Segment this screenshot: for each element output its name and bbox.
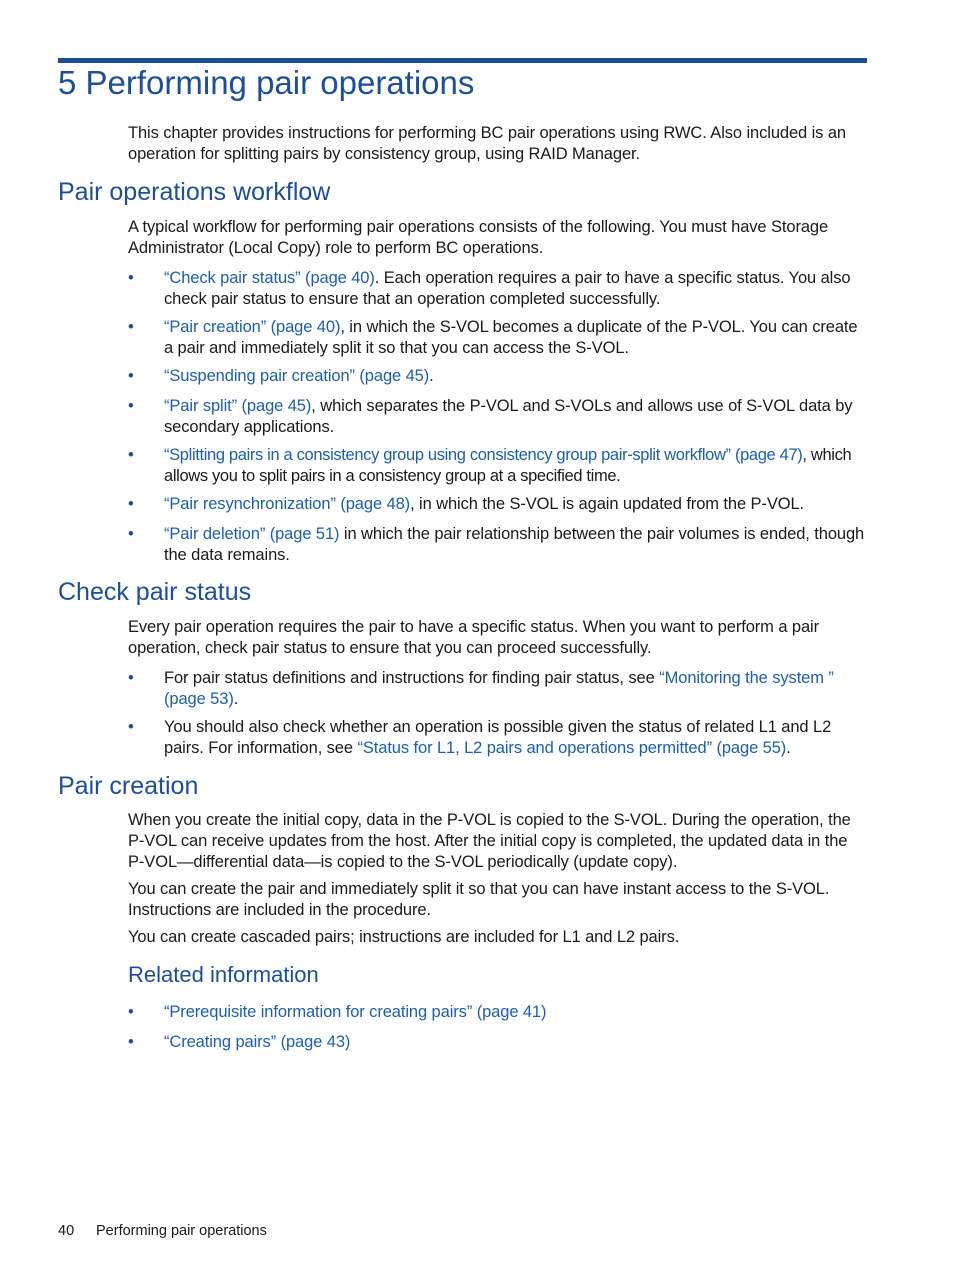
bullet-icon: • xyxy=(128,397,134,415)
bullet-icon: • xyxy=(128,446,134,464)
chapter-rule xyxy=(58,58,867,63)
bullet-icon: • xyxy=(128,495,134,513)
list-item-text: , which separates the P-VOL and S-VOLs and allows use of S-VOL data by secondary applications. xyxy=(164,397,853,436)
monitoring-system-link[interactable]: “Monitoring the system ” (page 53) xyxy=(164,669,834,708)
section-heading-check-status: Check pair status xyxy=(58,578,252,606)
workflow-intro: A typical workflow for performing pair operations consists of the following. You must have Storage Administrator (Local Copy) role to perform BC operations. xyxy=(128,218,829,257)
section-heading-workflow: Pair operations workflow xyxy=(58,178,331,206)
list-item-text: , in which the S-VOL becomes a duplicate of the P-VOL. You can create a pair and immediately split it so that you can access the S-VOL. xyxy=(164,318,858,357)
list-item-text: For pair status definitions and instructions for finding pair status, see xyxy=(164,669,660,687)
prerequisite-info-link[interactable]: “Prerequisite information for creating pairs” (page 41) xyxy=(164,1003,547,1021)
section-heading-pair-creation: Pair creation xyxy=(58,772,199,800)
related-information-heading: Related information xyxy=(128,962,319,987)
bullet-icon: • xyxy=(128,525,134,543)
consistency-group-split-link[interactable]: “Splitting pairs in a consistency group using consistency group pair-split workflow” (page 47) xyxy=(164,446,803,464)
pair-creation-link[interactable]: “Pair creation” (page 40) xyxy=(164,318,341,336)
bullet-icon: • xyxy=(128,669,134,687)
pair-creation-paragraph: When you create the initial copy, data in the P-VOL is copied to the S-VOL. During the operation, the P-VOL can receive updates from the host. After the initial copy is completed, the updated data in the P-VOL—differential data—is copied to the S-VOL periodically (update copy). xyxy=(128,811,851,871)
pair-deletion-link[interactable]: “Pair deletion” (page 51) xyxy=(164,525,340,543)
pair-creation-paragraph: You can create cascaded pairs; instructions are included for L1 and L2 pairs. xyxy=(128,928,680,946)
chapter-title: 5 Performing pair operations xyxy=(58,64,475,101)
suspending-pair-creation-link[interactable]: “Suspending pair creation” (page 45) xyxy=(164,367,430,385)
list-item-text: . xyxy=(233,690,239,708)
pair-split-link[interactable]: “Pair split” (page 45) xyxy=(164,397,312,415)
creating-pairs-link[interactable]: “Creating pairs” (page 43) xyxy=(164,1033,351,1051)
bullet-icon: • xyxy=(128,269,134,287)
list-item-text: in which the pair relationship between the pair volumes is ended, though the data remains. xyxy=(164,525,865,564)
list-item-text: . Each operation requires a pair to have a specific status. You also check pair status to ensure that an operation completed successfully. xyxy=(164,269,851,308)
bullet-icon: • xyxy=(128,367,134,385)
footer-label: Performing pair operations xyxy=(96,1223,267,1239)
list-item-text: . xyxy=(786,739,791,757)
list-item-text: You should also check whether an operation is possible given the status of related L1 and L2 pairs. For information, see xyxy=(164,718,832,757)
list-item-text: , in which the S-VOL is again updated from the P-VOL. xyxy=(410,495,805,513)
bullet-icon: • xyxy=(128,318,134,336)
pair-resynchronization-link[interactable]: “Pair resynchronization” (page 48) xyxy=(164,495,411,513)
list-item-text: . xyxy=(429,367,434,385)
check-pair-status-link[interactable]: “Check pair status” (page 40) xyxy=(164,269,375,287)
pair-creation-paragraph: You can create the pair and immediately split it so that you can have instant access to the S-VOL. Instructions are included in the procedure. xyxy=(128,880,830,919)
check-status-intro: Every pair operation requires the pair to have a specific status. When you want to perform a pair operation, check pair status to ensure that you can proceed successfully. xyxy=(128,618,819,657)
bullet-icon: • xyxy=(128,718,134,736)
page-number: 40 xyxy=(58,1223,75,1239)
bullet-icon: • xyxy=(128,1003,134,1021)
status-l1-l2-link[interactable]: “Status for L1, L2 pairs and operations permitted” (page 55) xyxy=(357,739,787,757)
list-item-text: , which allows you to split pairs in a consistency group at a specified time. xyxy=(164,446,852,485)
bullet-icon: • xyxy=(128,1033,134,1051)
chapter-intro: This chapter provides instructions for performing BC pair operations using RWC. Also included is an operation for splitting pairs by consistency group, using RAID Manager. xyxy=(128,124,846,163)
